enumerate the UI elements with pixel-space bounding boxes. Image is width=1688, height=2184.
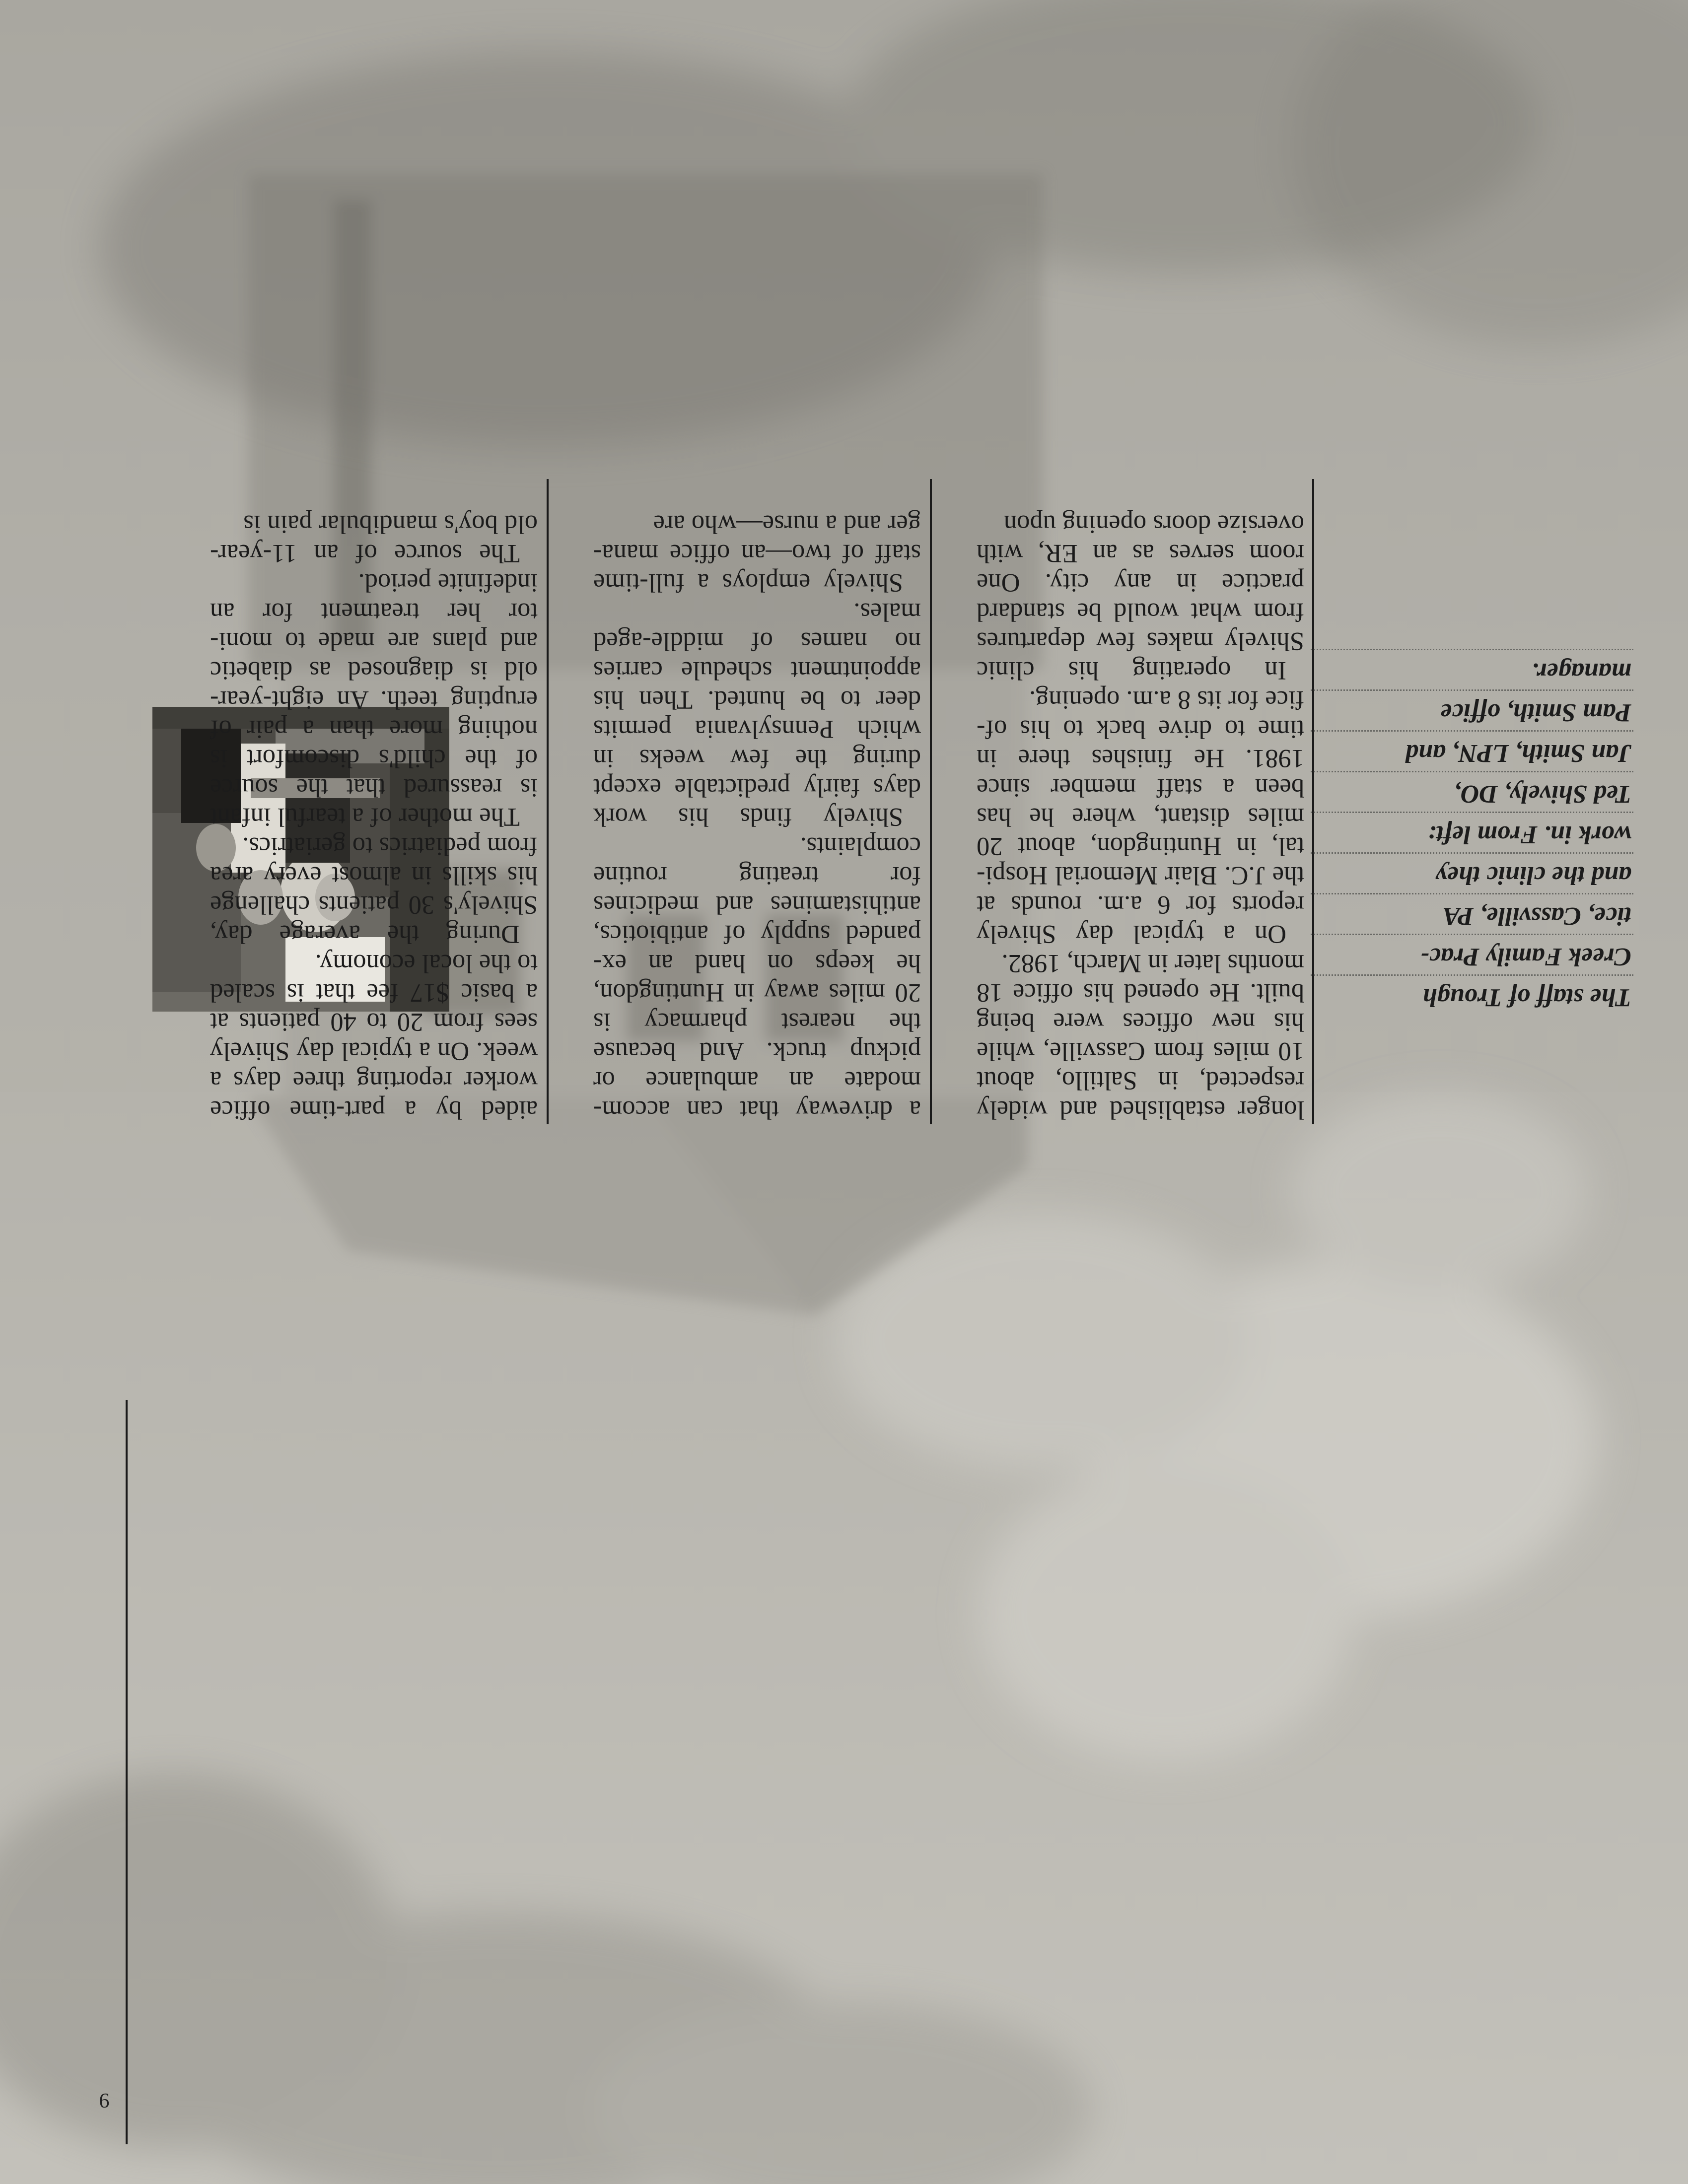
article-line: panded supply of antibiotics,: [593, 920, 921, 949]
photo-caption: [1311, 649, 1633, 1015]
article-line: he keeps on hand an ex-: [593, 949, 921, 978]
article-line: from what would be standard: [977, 598, 1304, 626]
article-line: males.: [853, 598, 921, 626]
article-line: for treating routine: [593, 861, 921, 890]
article-line: his skills in almost every area: [210, 861, 538, 890]
article-line: his new offices were being: [977, 1008, 1304, 1036]
article-line: time to drive back to his of-: [977, 715, 1304, 744]
article-line: During the average day,: [210, 920, 520, 949]
caption-line: Ted Shively, DO,: [1311, 771, 1633, 812]
caption-line: The staff of Trough: [1311, 974, 1633, 1015]
caption-line: Creek Family Prac-: [1311, 934, 1633, 974]
article-line: The source of an 11-year-: [210, 539, 520, 568]
article-line: old boy's mandibular pain is: [243, 510, 538, 539]
page-edge-rule: [126, 1400, 128, 2144]
article-line: Shively employs a full-time: [593, 568, 903, 597]
article-line: old is diagnosed as diabetic: [210, 656, 538, 685]
article-line: longer established and widely: [977, 1095, 1304, 1124]
article-line: modate an ambulance or: [593, 1066, 921, 1095]
article-line: no names of middle-aged: [593, 627, 921, 656]
article-line: Shively makes few departures: [977, 627, 1304, 656]
article-line: respected, in Saltillo, about: [977, 1066, 1304, 1095]
article-line: been a staff member since: [977, 773, 1304, 802]
caption-line: work in. From left:: [1311, 812, 1633, 852]
article-line: tor her treatment for an: [210, 598, 538, 626]
column-rule-3: [547, 479, 549, 1124]
article-line: staff of two—an office mana-: [593, 539, 921, 568]
caption-line: Pam Smith, office: [1311, 689, 1633, 730]
article-line: which Pennsylvania permits: [593, 715, 921, 744]
article-line: The mother of a tearful infant: [210, 803, 520, 831]
article-line: erupting teeth. An eight-year-: [210, 685, 538, 714]
caption-line: and the clinic they: [1311, 852, 1633, 893]
article-column-2: [593, 509, 921, 1124]
article-line: is reassured that the source: [210, 773, 538, 802]
article-line: fice for its 8 a.m. opening.: [1029, 685, 1304, 714]
article-line: worker reporting three days a: [210, 1066, 538, 1095]
article-line: miles distant, where he has: [977, 803, 1304, 831]
article-line: aided by a part-time office: [210, 1095, 538, 1124]
page-number: 9: [99, 2089, 110, 2112]
article-line: 20 miles away in Huntingdon,: [593, 978, 921, 1007]
article-line: Shively's 30 patients challenge: [210, 890, 538, 919]
article-line: from pediatrics to geriatrics.: [242, 832, 538, 861]
article-line: a basic $17 fee that is scaled: [210, 978, 538, 1007]
article-line: days fairly predictable except: [593, 773, 921, 802]
article-line: tal, in Huntingdon, about 20: [977, 832, 1304, 861]
article-line: during the few weeks in: [593, 744, 921, 773]
article-line: indefinite period.: [358, 568, 538, 597]
article-line: and plans are made to moni-: [210, 627, 538, 656]
article-line: practice in any city. One: [977, 568, 1304, 597]
article-line: of the child's discomfort is: [210, 744, 538, 773]
article-line: pickup truck. And because: [593, 1037, 921, 1066]
article-line: In operating his clinic: [977, 656, 1286, 685]
article-line: 10 miles from Cassville, while: [977, 1037, 1304, 1066]
article-line: 1981. He finishes there in: [977, 744, 1304, 773]
article-line: appointment schedule carries: [593, 656, 921, 685]
article-line: the J.C. Blair Memorial Hospi-: [977, 861, 1304, 890]
article-column-3: [210, 509, 538, 1124]
article-line: week. On a typical day Shively: [210, 1037, 538, 1066]
article-line: deer to be hunted. Then his: [593, 685, 921, 714]
article-line: reports for 6 a.m. rounds at: [977, 890, 1304, 919]
column-rule-2: [930, 479, 932, 1124]
article-line: built. He opened his office 18: [977, 978, 1304, 1007]
caption-line: Jan Smith, LPN, and: [1311, 730, 1633, 771]
article-line: a driveway that can accom-: [593, 1095, 921, 1124]
article-line: sees from 20 to 40 patients at: [210, 1008, 538, 1036]
article-line: Shively finds his work: [593, 803, 903, 831]
article-line: the nearest pharmacy is: [593, 1008, 921, 1036]
article-line: nothing more than a pair of: [210, 715, 538, 744]
caption-line: manager.: [1311, 649, 1633, 689]
article-line: On a typical day Shively: [977, 920, 1286, 949]
article-line: to the local economy.: [315, 949, 538, 978]
article-line: months later in March, 1982.: [1001, 949, 1304, 978]
article-line: oversize doors opening upon: [1003, 510, 1304, 539]
article-column-1: [977, 509, 1304, 1124]
caption-line: tice, Cassville, PA: [1311, 893, 1633, 934]
article-line: room serves as an ER, with: [977, 539, 1304, 568]
article-line: ger and a nurse—who are: [653, 510, 921, 539]
article-line: antihistamines and medicines: [593, 890, 921, 919]
article-line: complaints.: [800, 832, 921, 861]
